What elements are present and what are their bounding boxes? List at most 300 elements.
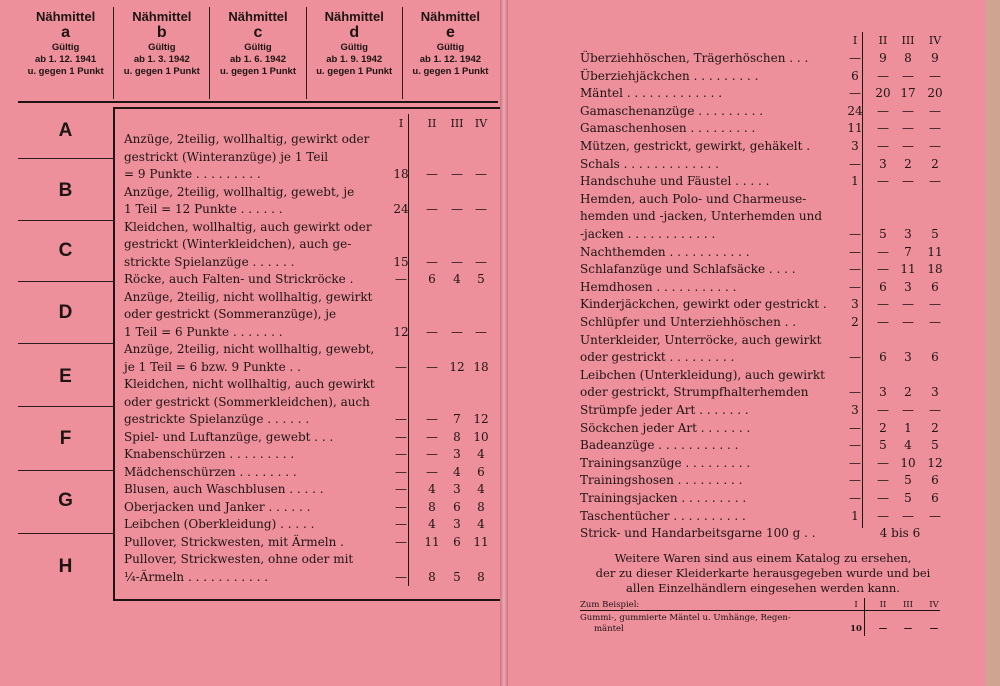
- row-label: Anzüge, 2teilig, nicht wollhaltig, gewebt,: [124, 342, 375, 356]
- column-header-iv: IV: [474, 117, 488, 130]
- coupon-b: [114, 7, 210, 99]
- row-value: 2: [931, 156, 939, 171]
- row-value: —: [395, 429, 407, 444]
- table-row: [508, 456, 1000, 471]
- row-label: Mädchenschürzen . . . . . . . .: [124, 464, 297, 479]
- row-value: —: [451, 202, 463, 216]
- row-label: Nachthemden . . . . . . . . . . .: [580, 244, 750, 259]
- row-value: 24: [847, 103, 863, 118]
- table-row: [508, 157, 1000, 172]
- table-row: [0, 465, 500, 480]
- row-value: —: [877, 403, 889, 417]
- row-label: Gamaschenhosen . . . . . . . . .: [580, 121, 756, 136]
- row-label: Mützen, gestrickt, gewirkt, gehäkelt .: [580, 139, 811, 153]
- table-row: [0, 377, 500, 392]
- row-value: 6: [931, 279, 939, 294]
- table-row: [508, 333, 1000, 348]
- table-row: [508, 280, 1000, 295]
- row-value: —: [426, 324, 438, 339]
- row-value: 4: [477, 517, 485, 531]
- row-value: 6: [879, 279, 887, 294]
- example-heading: Zum Beispiel:: [580, 600, 640, 610]
- table-row: [0, 570, 500, 585]
- row-value: —: [929, 403, 941, 417]
- example-column-header: IV: [929, 600, 939, 610]
- row-value: 11: [900, 262, 916, 277]
- note-line: Weitere Waren sind aus einem Katalog zu ersehen,: [614, 551, 912, 565]
- row-label: oder gestrickt, Strumpfhalterhemden: [580, 385, 809, 400]
- row-value: 4: [477, 447, 485, 461]
- table-row: [508, 51, 1000, 66]
- size-letter-b: B: [58, 180, 73, 201]
- row-value: 4: [453, 464, 461, 479]
- coupon-divider: [18, 101, 498, 103]
- row-label: = 9 Punkte . . . . . . . . .: [124, 167, 261, 181]
- table-row: [0, 517, 500, 532]
- row-label: Mäntel . . . . . . . . . . . . .: [580, 86, 723, 101]
- row-value: 12: [473, 412, 489, 426]
- table-row: [0, 150, 500, 165]
- row-value: —: [877, 491, 889, 505]
- row-value: —: [475, 324, 487, 339]
- row-label: Trainingsjacken . . . . . . . . .: [580, 491, 747, 505]
- row-label: Überziehhöschen, Trägerhöschen . . .: [580, 51, 809, 65]
- row-value: 8: [428, 569, 436, 584]
- row-label: Strick- und Handarbeitsgarne 100 g . .: [580, 526, 816, 541]
- note-line: allen Einzelhändlern eingesehen werden kann.: [626, 581, 900, 595]
- row-value: —: [451, 324, 463, 339]
- row-label: oder gestrickt . . . . . . . . .: [580, 350, 735, 365]
- table-row: [0, 132, 500, 147]
- row-value: 18: [393, 167, 409, 181]
- coupon-valid-date: ab 1. 6. 1942: [230, 54, 286, 65]
- row-value: —: [902, 297, 914, 312]
- row-value: 6: [453, 499, 461, 514]
- row-value: 3: [931, 385, 939, 400]
- row-value: 8: [453, 429, 461, 444]
- row-value: 3: [879, 156, 887, 171]
- column-header-iii: III: [450, 117, 464, 130]
- row-value: 3: [453, 482, 461, 496]
- coupon-letter: b: [156, 24, 167, 41]
- row-value: —: [877, 508, 889, 523]
- coupon-e: [403, 7, 498, 99]
- row-value: —: [929, 297, 941, 312]
- row-value: 10: [900, 455, 916, 470]
- table-row: [0, 552, 500, 567]
- table-row: [0, 360, 500, 375]
- row-label: Söckchen jeder Art . . . . . . .: [580, 420, 751, 435]
- coupon-title: Nähmittel: [132, 9, 192, 24]
- row-value: —: [395, 499, 407, 514]
- coupon-title: Nähmittel: [228, 9, 288, 24]
- row-value: 2: [904, 156, 912, 171]
- row-label: Überziehjäckchen . . . . . . . . .: [580, 68, 759, 83]
- row-value: 3: [904, 350, 912, 365]
- row-label: Unterkleider, Unterröcke, auch gewirkt: [580, 332, 822, 347]
- coupon-valid-label: Gültig: [148, 42, 176, 53]
- table-row: [508, 192, 1000, 207]
- row-value: —: [877, 244, 889, 259]
- example-line-1: Gummi-, gummierte Mäntel u. Umhänge, Regen-: [580, 613, 791, 623]
- row-value: —: [929, 103, 941, 118]
- row-value: —: [475, 254, 487, 269]
- row-value: 3: [904, 279, 912, 294]
- row-label: Gamaschenanzüge . . . . . . . . .: [580, 103, 764, 118]
- row-value: —: [877, 262, 889, 277]
- table-row: [508, 245, 1000, 260]
- table-row: [508, 297, 1000, 312]
- column-header-ii: II: [878, 34, 888, 47]
- table-row: [0, 482, 500, 497]
- table-row: [0, 535, 500, 550]
- coupon-c: [210, 7, 306, 99]
- row-value: 3: [453, 517, 461, 531]
- row-label: oder gestrickt (Sommerkleidchen), auch: [124, 394, 370, 409]
- row-value: 4: [453, 272, 461, 286]
- row-value: 3: [851, 403, 859, 417]
- size-letter-g: G: [58, 490, 73, 511]
- row-value: 6: [428, 272, 436, 286]
- row-value: —: [849, 420, 861, 435]
- example-rule: [580, 610, 940, 611]
- row-label: Kinderjäckchen, gewirkt oder gestrickt .: [580, 297, 827, 312]
- row-value: —: [849, 455, 861, 470]
- coupon-title: Nähmittel: [35, 9, 96, 24]
- coupon-valid-label: Gültig: [244, 42, 272, 53]
- row-value: 8: [477, 569, 485, 584]
- row-value: 2: [904, 385, 912, 400]
- row-label: Schals . . . . . . . . . . . . .: [580, 156, 719, 171]
- row-value: 6: [931, 350, 939, 365]
- table-row: [508, 104, 1000, 119]
- table-row: [0, 307, 500, 322]
- row-label: Kleidchen, nicht wollhaltig, auch gewirkt: [124, 377, 375, 391]
- coupon-valid-date: ab 1. 12. 1942: [419, 54, 482, 65]
- column-header-i: I: [852, 34, 858, 47]
- row-value: —: [849, 438, 861, 453]
- row-value: 20: [875, 86, 891, 101]
- table-row: [508, 385, 1000, 400]
- row-value: —: [426, 447, 438, 461]
- row-label: Anzüge, 2teilig, wollhaltig, gewirkt oder: [124, 132, 370, 146]
- row-value: 5: [879, 438, 887, 453]
- row-label: Röcke, auch Falten- und Strickröcke .: [124, 272, 354, 286]
- row-value: —: [902, 121, 914, 136]
- row-value: —: [426, 254, 438, 269]
- row-label: Schlafanzüge und Schlafsäcke . . . .: [580, 262, 796, 277]
- table-row: [0, 447, 500, 462]
- row-label: ¼-Ärmeln . . . . . . . . . . .: [124, 569, 269, 584]
- table-row: [508, 491, 1000, 506]
- row-value: —: [426, 412, 438, 426]
- row-value: 6: [931, 473, 939, 488]
- row-label: Leibchen (Unterkleidung), auch gewirkt: [580, 367, 825, 382]
- row-value: 15: [393, 254, 409, 269]
- row-value: 3: [879, 385, 887, 400]
- coupon-letter: c: [253, 24, 263, 41]
- row-value: —: [395, 412, 407, 426]
- table-row: [0, 272, 500, 287]
- row-label: Trainingsanzüge . . . . . . . . .: [580, 455, 751, 470]
- example-line-2: mäntel: [594, 624, 624, 634]
- row-value: —: [451, 167, 463, 181]
- row-value: —: [849, 491, 861, 505]
- coupon-valid-date: ab 1. 9. 1942: [326, 54, 383, 65]
- table-row: [0, 167, 500, 182]
- example-column-header: I: [854, 600, 858, 610]
- row-value: 4: [477, 482, 485, 496]
- row-value: —: [929, 139, 941, 153]
- example-value: 10: [850, 624, 862, 634]
- row-value: —: [902, 508, 914, 523]
- row-value: 4: [428, 482, 436, 496]
- row-value: —: [849, 279, 861, 294]
- coupon-valid-label: Gültig: [340, 42, 368, 53]
- size-letter-f: F: [59, 428, 72, 449]
- row-value: 2: [879, 420, 887, 435]
- table-row: [0, 237, 500, 252]
- coupon-point-note: u. gegen 1 Punkt: [316, 66, 393, 77]
- row-value: —: [426, 202, 438, 216]
- table-row: [0, 290, 500, 305]
- row-value: —: [849, 473, 861, 488]
- row-value: 5: [879, 227, 887, 241]
- row-label: Anzüge, 2teilig, wollhaltig, gewebt, je: [124, 184, 355, 199]
- coupon-valid-label: Gültig: [51, 42, 80, 53]
- row-value: —: [451, 254, 463, 269]
- row-value: 5: [904, 473, 912, 488]
- sewing-coupons: [18, 7, 498, 99]
- row-label: 1 Teil = 12 Punkte . . . . . .: [124, 202, 283, 216]
- table-row: [508, 174, 1000, 189]
- row-value: —: [929, 508, 941, 523]
- row-value: —: [929, 68, 941, 83]
- table-row: [508, 315, 1000, 330]
- row-value: 3: [453, 447, 461, 461]
- row-value: —: [475, 202, 487, 216]
- row-value: 8: [904, 51, 912, 65]
- coupon-d: [307, 7, 403, 99]
- row-value: 12: [927, 455, 943, 470]
- row-value: 3: [851, 139, 859, 153]
- row-value: 4: [904, 438, 912, 453]
- row-value: 6: [931, 491, 939, 505]
- table-row: [508, 69, 1000, 84]
- row-value: —: [849, 86, 861, 101]
- table-row: [508, 421, 1000, 436]
- row-label: Kleidchen, wollhaltig, auch gewirkt oder: [124, 219, 372, 234]
- row-label: Schlüpfer und Unterziehhöschen . .: [580, 315, 797, 329]
- row-value: 1: [851, 508, 859, 523]
- row-value: —: [902, 174, 914, 189]
- row-value: 6: [851, 68, 859, 83]
- row-value: —: [395, 534, 407, 549]
- row-value: 24: [393, 202, 409, 216]
- coupon-letter: a: [61, 24, 71, 41]
- row-value: —: [426, 464, 438, 479]
- row-value: 1: [851, 174, 859, 189]
- table-row: [0, 430, 500, 445]
- row-value: —: [849, 385, 861, 400]
- row-value: 10: [473, 429, 489, 444]
- column-header-ii: II: [427, 117, 437, 130]
- row-value: —: [877, 103, 889, 118]
- row-label: Anzüge, 2teilig, nicht wollhaltig, gewirkt: [124, 289, 373, 304]
- example-column-header: II: [879, 600, 887, 610]
- row-value: 12: [393, 324, 409, 339]
- coupon-valid-date: ab 1. 3. 1942: [133, 54, 190, 65]
- size-letter-e: E: [59, 366, 72, 387]
- row-label: -jacken . . . . . . . . . . . .: [580, 227, 716, 241]
- row-value: —: [877, 297, 889, 312]
- row-value: —: [849, 350, 861, 365]
- row-value: 11: [473, 534, 489, 549]
- row-label: oder gestrickt (Sommeranzüge), je: [124, 307, 337, 321]
- table-row: [508, 139, 1000, 154]
- row-label: Hemdhosen . . . . . . . . . . .: [580, 279, 737, 294]
- row-value: 11: [424, 534, 440, 549]
- row-value: —: [929, 315, 941, 329]
- row-value: 5: [931, 438, 939, 453]
- row-label: Handschuhe und Fäustel . . . . .: [580, 174, 770, 189]
- row-label: Spiel- und Luftanzüge, gewebt . . .: [124, 429, 334, 444]
- coupon-point-note: u. gegen 1 Punkt: [220, 66, 297, 77]
- coupon-point-note: u. gegen 1 Punkt: [123, 66, 200, 77]
- row-value: 3: [851, 297, 859, 312]
- coupon-point-note: u. gegen 1 Punkt: [27, 66, 104, 77]
- row-value: 18: [473, 359, 489, 374]
- row-label: 1 Teil = 6 Punkte . . . . . . .: [124, 324, 283, 339]
- table-row: [0, 255, 500, 270]
- row-label: Pullover, Strickwesten, mit Ärmeln .: [124, 534, 344, 549]
- row-value: 20: [927, 86, 943, 101]
- row-label: hemden und -jacken, Unterhemden und: [580, 209, 823, 224]
- row-value: 2: [931, 420, 939, 435]
- row-value: —: [395, 482, 407, 496]
- row-value: 9: [931, 51, 939, 65]
- row-value: 2: [851, 315, 859, 329]
- table-row: [508, 368, 1000, 383]
- row-value: —: [395, 447, 407, 461]
- table-row: [508, 403, 1000, 418]
- row-value: —: [929, 174, 941, 189]
- row-value: —: [902, 403, 914, 417]
- row-value: 3: [904, 227, 912, 241]
- row-label: je 1 Teil = 6 bzw. 9 Punkte . .: [124, 359, 301, 374]
- row-value: —: [395, 464, 407, 479]
- table-row: [508, 509, 1000, 524]
- row-value: —: [395, 272, 407, 286]
- coupon-letter: e: [445, 24, 455, 41]
- example-column-header: III: [902, 600, 914, 610]
- row-value: —: [877, 68, 889, 83]
- row-value: 12: [449, 359, 465, 374]
- row-label: Pullover, Strickwesten, ohne oder mit: [124, 552, 354, 566]
- row-value: —: [426, 359, 438, 374]
- row-value: 4 bis 6: [879, 526, 921, 541]
- row-label: gestrickt (Winterkleidchen), auch ge-: [124, 237, 352, 251]
- row-label: Hemden, auch Polo- und Charmeuse-: [580, 191, 807, 206]
- table-row: [508, 526, 1000, 541]
- row-label: Blusen, auch Waschblusen . . . . .: [124, 482, 324, 496]
- column-header-iv: IV: [928, 34, 942, 47]
- table-row: [508, 262, 1000, 277]
- row-value: 4: [428, 517, 436, 531]
- row-value: 5: [477, 272, 485, 286]
- row-value: —: [877, 455, 889, 470]
- row-label: Trainingshosen . . . . . . . . .: [580, 473, 743, 488]
- row-value: —: [902, 315, 914, 329]
- example-divider: [864, 598, 865, 636]
- example-value: —: [929, 624, 939, 634]
- row-value: 11: [847, 121, 863, 136]
- table-row: [508, 121, 1000, 136]
- row-label: Strümpfe jeder Art . . . . . . .: [580, 403, 749, 417]
- coupon-a: [18, 7, 114, 99]
- row-value: 6: [453, 534, 461, 549]
- table-row: [0, 220, 500, 235]
- example-value: —: [903, 624, 913, 634]
- row-value: 7: [904, 244, 912, 259]
- row-value: 6: [477, 464, 485, 479]
- coupon-letter: d: [349, 24, 360, 41]
- row-value: —: [877, 473, 889, 488]
- table-row: [508, 473, 1000, 488]
- row-label: Leibchen (Oberkleidung) . . . . .: [124, 517, 315, 531]
- table-row: [0, 500, 500, 515]
- coupon-title: Nähmittel: [420, 9, 481, 24]
- note-line: der zu dieser Kleiderkarte herausgegeben wurde und bei: [595, 566, 931, 580]
- table-row: [508, 209, 1000, 224]
- row-value: 11: [927, 244, 943, 259]
- coupon-valid-label: Gültig: [436, 42, 465, 53]
- coupon-title: Nähmittel: [324, 9, 384, 24]
- row-value: 1: [904, 420, 912, 435]
- row-value: —: [877, 315, 889, 329]
- row-value: —: [395, 359, 407, 374]
- row-label: Badeanzüge . . . . . . . . . . .: [580, 438, 739, 453]
- row-value: —: [877, 139, 889, 153]
- row-value: —: [849, 51, 861, 65]
- row-value: —: [877, 121, 889, 136]
- row-value: —: [929, 121, 941, 136]
- booklet-spine: [500, 0, 508, 686]
- column-header-iii: III: [901, 34, 915, 47]
- row-value: —: [849, 244, 861, 259]
- row-value: —: [475, 167, 487, 181]
- row-value: —: [849, 262, 861, 277]
- right-page: [508, 0, 1000, 686]
- row-value: —: [426, 429, 438, 444]
- table-row: [0, 202, 500, 217]
- table-row: [0, 185, 500, 200]
- row-value: —: [902, 139, 914, 153]
- row-label: gestrickt (Winteranzüge) je 1 Teil: [124, 149, 329, 164]
- row-value: —: [395, 517, 407, 531]
- row-value: —: [877, 174, 889, 189]
- row-label: Knabenschürzen . . . . . . . . .: [124, 447, 295, 461]
- row-value: 5: [931, 227, 939, 241]
- table-row: [508, 438, 1000, 453]
- table-row: [0, 342, 500, 357]
- size-letter-h: H: [58, 556, 73, 577]
- row-value: 5: [453, 569, 461, 584]
- row-value: 9: [879, 51, 887, 65]
- row-value: 8: [477, 499, 485, 514]
- row-value: 5: [904, 491, 912, 505]
- size-letter-a: A: [58, 120, 73, 141]
